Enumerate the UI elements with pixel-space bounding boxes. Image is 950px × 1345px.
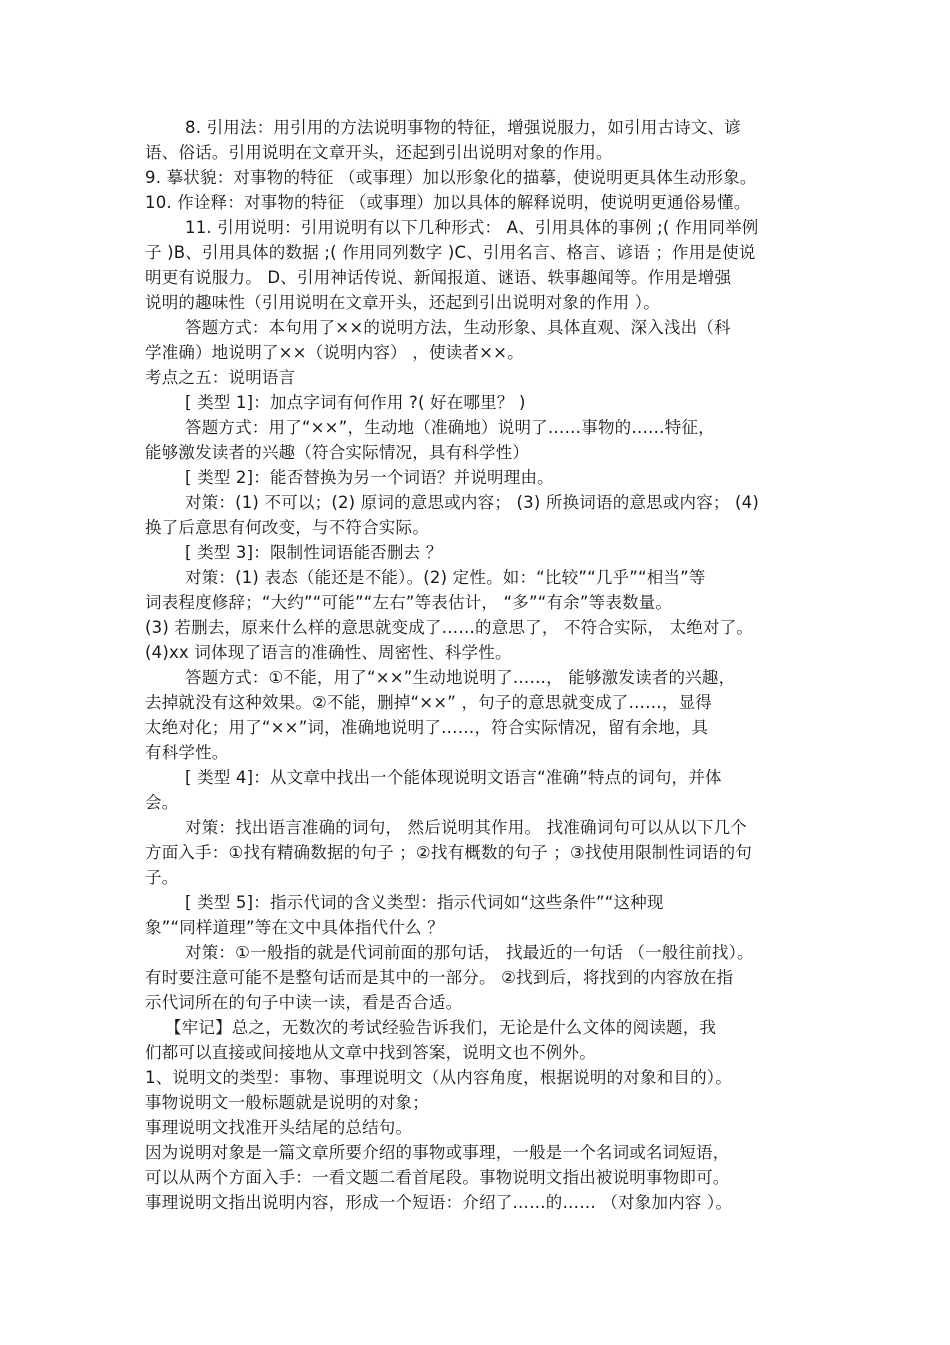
- text-line: 8. 引用法：用引用的方法说明事物的特征，增强说服力，如引用古诗文、谚: [185, 118, 741, 137]
- text-line: 词表程度修辞；“大约”“可能”“左右”等表估计， “多”“有余”等表数量。: [145, 593, 673, 612]
- text-line: 对策：(1) 表态（能还是不能）。(2) 定性。如：“比较”“几乎”“相当”等: [185, 568, 706, 587]
- text-line: [ 类型 5]：指示代词的含义类型：指示代词如“这些条件”“这种现: [185, 893, 664, 912]
- text-line: [ 类型 1]：加点字词有何作用 ?( 好在哪里？ ): [185, 393, 526, 412]
- text-line: 太绝对化；用了“××”词，准确地说明了……，符合实际情况，留有余地，具: [145, 718, 709, 737]
- text-line: [ 类型 4]：从文章中找出一个能体现说明文语言“准确”特点的词句，并体: [185, 768, 722, 787]
- section-heading: 考点之五：说明语言: [145, 368, 296, 387]
- text-line: 【牢记】总之，无数次的考试经验告诉我们，无论是什么文体的阅读题，我: [165, 1018, 717, 1037]
- text-line: 9. 摹状貌：对事物的特征 （或事理）加以形象化的描摹，使说明更具体生动形象。: [145, 168, 757, 187]
- text-line: 对策：①一般指的就是代词前面的那句话， 找最近的一句话 （一般往前找）。: [185, 943, 754, 962]
- text-line: 因为说明对象是一篇文章所要介绍的事物或事理，一般是一个名词或名词短语，: [145, 1143, 730, 1162]
- text-line: 事理说明文找准开头结尾的总结句。: [145, 1118, 413, 1137]
- text-line: 有科学性。: [145, 743, 229, 762]
- text-line: 1、说明文的类型：事物、事理说明文（从内容角度，根据说明的对象和目的）。: [145, 1068, 732, 1087]
- text-line: 学准确）地说明了××（说明内容） ，使读者××。: [145, 343, 524, 362]
- text-line: 答题方式：本句用了××的说明方法，生动形象、具体直观、深入浅出（科: [185, 318, 731, 337]
- text-line: 明更有说服力。 D、引用神话传说、新闻报道、谜语、轶事趣闻等。作用是增强: [145, 268, 732, 287]
- text-line: 对策：找出语言准确的词句， 然后说明其作用。 找准确词句可以从以下几个: [185, 818, 747, 837]
- text-line: 10. 作诠释：对事物的特征 （或事理）加以具体的解释说明，使说明更通俗易懂。: [145, 193, 751, 212]
- text-line: 11. 引用说明：引用说明有以下几种形式： A、引用具体的事例 ;( 作用同举例: [185, 218, 759, 237]
- text-line: 对策：(1) 不可以；(2) 原词的意思或内容； (3) 所换词语的意思或内容； (4): [185, 493, 760, 512]
- text-line: 事理说明文指出说明内容，形成一个短语：介绍了……的…… （对象加内容 ）。: [145, 1193, 733, 1212]
- text-line: 子。: [145, 868, 179, 887]
- text-line: 语、俗话。引用说明在文章开头，还起到引出说明对象的作用。: [145, 143, 613, 162]
- text-line: 可以从两个方面入手：一看文题二看首尾段。事物说明文指出被说明事物即可。: [145, 1168, 730, 1187]
- text-line: 去掉就没有这种效果。②不能，删掉“××” ，句子的意思就变成了……，显得: [145, 693, 712, 712]
- text-line: 方面入手：①找有精确数据的句子 ；②找有概数的句子 ；③找使用限制性词语的句: [145, 843, 752, 862]
- text-line: 答题方式：①不能，用了“××”生动地说明了……， 能够激发读者的兴趣，: [185, 668, 736, 687]
- text-line: (4)xx 词体现了语言的准确性、周密性、科学性。: [145, 643, 512, 662]
- text-line: 能够激发读者的兴趣（符合实际情况，具有科学性）: [145, 443, 530, 462]
- text-line: [ 类型 2]：能否替换为另一个词语？并说明理由。: [185, 468, 554, 487]
- text-line: 答题方式：用了“××”，生动地（准确地）说明了……事物的……特征，: [185, 418, 715, 437]
- text-line: 示代词所在的句子中读一读，看是否合适。: [145, 993, 463, 1012]
- text-line: 会。: [145, 793, 179, 812]
- text-line: 有时要注意可能不是整句话而是其中的一部分。 ②找到后，将找到的内容放在指: [145, 968, 734, 987]
- text-line: [ 类型 3]：限制性词语能否删去 ？: [185, 543, 443, 562]
- text-line: 事物说明文一般标题就是说明的对象；: [145, 1093, 429, 1112]
- text-line: (3) 若删去，原来什么样的意思就变成了……的意思了， 不符合实际， 太绝对了。: [145, 618, 754, 637]
- text-line: 说明的趣味性（引用说明在文章开头，还起到引出说明对象的作用 ）。: [145, 293, 660, 312]
- text-line: 子 )B、引用具体的数据 ;( 作用同列数字 )C、引用名言、格言、谚语 ；作用是使说: [145, 243, 756, 262]
- text-line: 换了后意思有何改变，与不符合实际。: [145, 518, 429, 537]
- text-line: 们都可以直接或间接地从文章中找到答案，说明文也不例外。: [145, 1043, 596, 1062]
- text-line: 象”“同样道理”等在文中具体指代什么 ？: [145, 918, 444, 937]
